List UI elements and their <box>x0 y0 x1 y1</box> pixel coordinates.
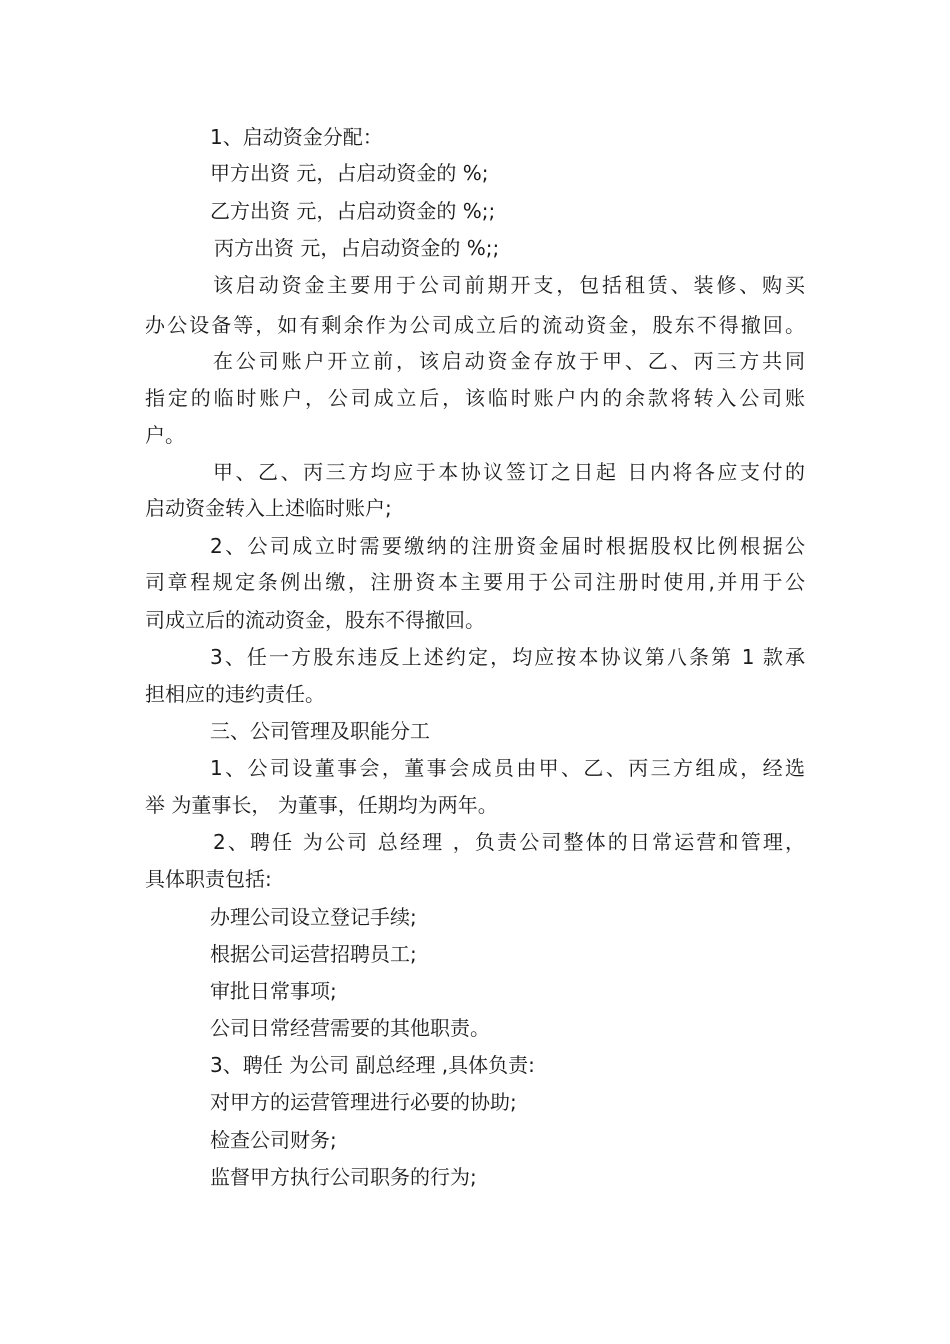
text-line: 启动资金转入上述临时账户; <box>145 496 392 520</box>
text-line: 2、公司成立时需要缴纳的注册资金届时根据股权比例根据公 <box>210 534 805 558</box>
text-line: 公司日常经营需要的其他职责。 <box>210 1016 490 1040</box>
text-line: 举 为董事长， 为董事，任期均为两年。 <box>145 793 498 817</box>
text-line: 该启动资金主要用于公司前期开支，包括租赁、装修、购买 <box>213 273 805 297</box>
text-line: 办公设备等，如有剩余作为公司成立后的流动资金，股东不得撤回。 <box>145 313 805 337</box>
text-line: 担相应的违约责任。 <box>145 682 325 706</box>
text-line: 指定的临时账户，公司成立后，该临时账户内的余款将转入公司账 <box>145 386 805 410</box>
text-line: 根据公司运营招聘员工; <box>210 942 417 966</box>
text-line: 具体职责包括: <box>145 867 272 891</box>
section-heading: 三、公司管理及职能分工 <box>210 719 430 743</box>
text-line: 1、公司设董事会，董事会成员由甲、乙、丙三方组成，经选 <box>210 756 805 780</box>
text-line: 司成立后的流动资金，股东不得撤回。 <box>145 608 485 632</box>
text-line: 户。 <box>145 423 185 447</box>
text-line: 丙方出资 元，占启动资金的 %;; <box>214 236 500 260</box>
text-line: 在公司账户开立前，该启动资金存放于甲、乙、丙三方共同 <box>213 349 805 373</box>
text-line: 监督甲方执行公司职务的行为; <box>210 1165 477 1189</box>
text-line: 对甲方的运营管理进行必要的协助; <box>210 1090 517 1114</box>
text-line: 检查公司财务; <box>210 1128 337 1152</box>
text-line: 司章程规定条例出缴，注册资本主要用于公司注册时使用,并用于公 <box>145 570 805 594</box>
text-line: 审批日常事项; <box>210 979 337 1003</box>
text-line: 甲方出资 元，占启动资金的 %; <box>210 161 489 185</box>
text-line: 3、聘任 为公司 副总经理 ,具体负责: <box>210 1053 535 1077</box>
text-line: 2、聘任 为公司 总经理 ，负责公司整体的日常运营和管理， <box>213 830 805 854</box>
text-line: 乙方出资 元，占启动资金的 %;; <box>210 199 496 223</box>
text-line: 3、任一方股东违反上述约定，均应按本协议第八条第 1 款承 <box>210 645 805 669</box>
text-line: 1、启动资金分配： <box>210 125 383 149</box>
text-line: 甲、乙、丙三方均应于本协议签订之日起 日内将各应支付的 <box>213 460 805 484</box>
text-line: 办理公司设立登记手续; <box>210 905 417 929</box>
